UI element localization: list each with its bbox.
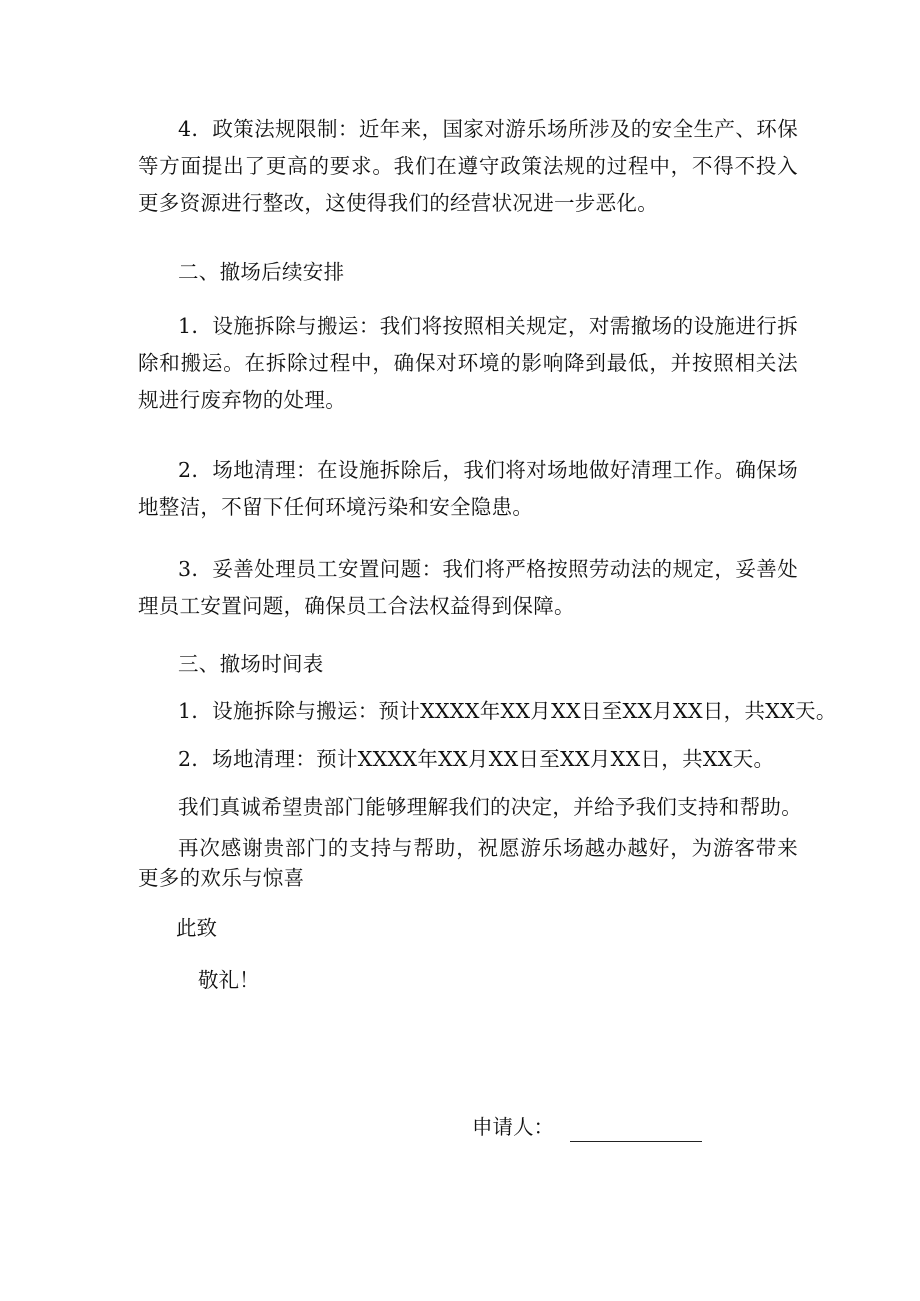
paragraph-thanks: 再次感谢贵部门的支持与帮助，祝愿游乐场越办越好，为游客带来更多的欢乐与惊喜 [138,836,798,890]
section-heading-timeline: 三、撤场时间表 [178,652,324,676]
timeline-item-facility-removal: 1．设施拆除与搬运：预计XXXX年XX月XX日至XX月XX日，共XX天。 [178,699,837,723]
closing-regards: 敬礼！ [198,968,260,992]
paragraph-policy-restrictions: 4．政策法规限制：近年来，国家对游乐场所涉及的安全生产、环保等方面提出了更高的要求。我们在遵守政策法规的过程中，不得不投入更多资源进行整改，这使得我们的经营状况进一步恶化。 [138,117,798,215]
applicant-signature-block [472,1112,702,1142]
paragraph-request-support: 我们真诚希望贵部门能够理解我们的决定，并给予我们支持和帮助。 [178,795,802,819]
section-heading-follow-up: 二、撤场后续安排 [178,260,345,284]
timeline-item-site-cleanup: 2．场地清理：预计XXXX年XX月XX日至XX月XX日，共XX天。 [178,747,775,771]
signature-line [570,1119,702,1142]
applicant-label: 申请人： [472,1115,554,1139]
closing-salutation: 此致 [176,916,217,940]
paragraph-staff-placement: 3．妥善处理员工安置问题：我们将严格按照劳动法的规定，妥善处理员工安置问题，确保员工合法权益得到保障。 [138,557,798,618]
paragraph-site-cleanup: 2．场地清理：在设施拆除后，我们将对场地做好清理工作。确保场地整洁，不留下任何环境污染和安全隐患。 [138,458,798,519]
paragraph-facility-removal: 1．设施拆除与搬运：我们将按照相关规定，对需撤场的设施进行拆除和搬运。在拆除过程中，确保对环境的影响降到最低，并按照相关法规进行废弃物的处理。 [138,314,798,412]
